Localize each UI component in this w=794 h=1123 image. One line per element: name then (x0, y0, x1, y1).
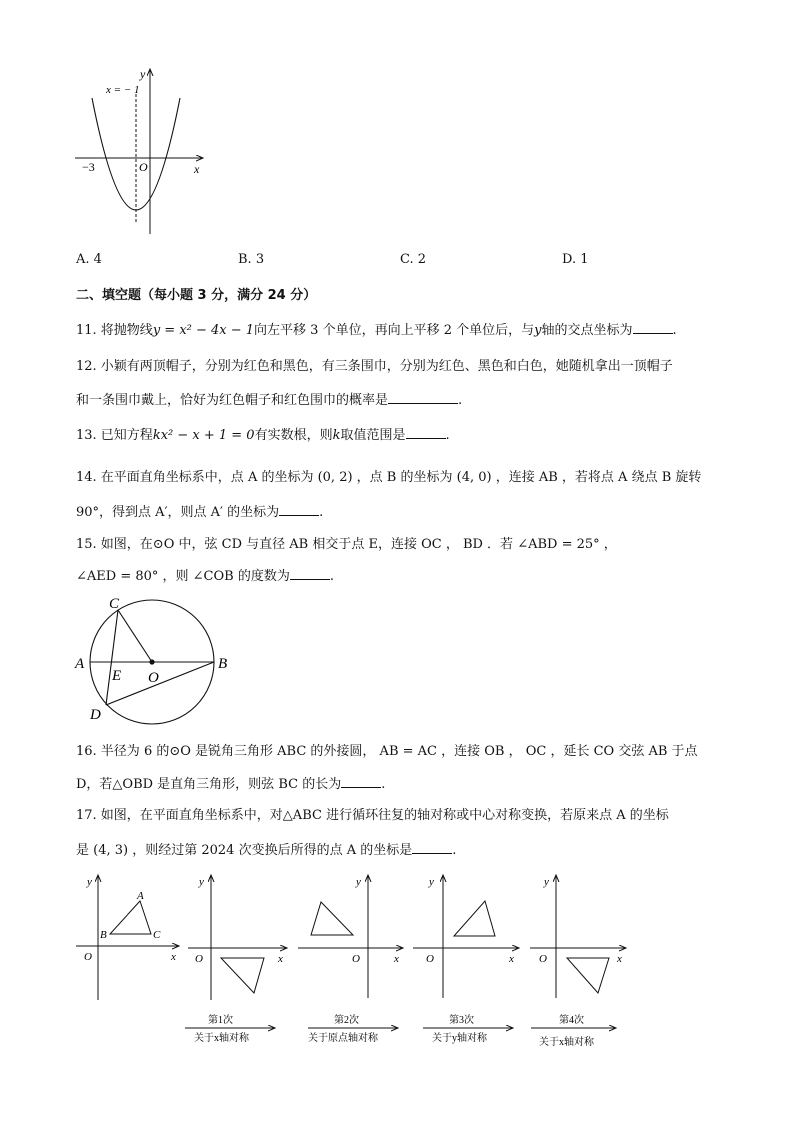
x-axis-label: x (509, 953, 514, 965)
question-15-line2: ∠AED = 80° ，则 ∠COB 的度数为 . (76, 569, 334, 584)
panel-step1 (188, 876, 286, 1000)
y-axis-label: y (544, 876, 549, 888)
vertex-b-label: B (100, 929, 107, 941)
step-2-label (308, 1013, 397, 1044)
answer-blank[interactable] (633, 321, 673, 334)
x-axis-label: x (394, 953, 399, 965)
triangle-step4 (567, 958, 609, 993)
origin-label: O (539, 953, 547, 965)
circle-figure (72, 590, 242, 730)
y-axis-label: y (87, 876, 92, 888)
segment-oc (118, 610, 152, 662)
origin-label: O (352, 953, 360, 965)
answer-blank[interactable] (388, 391, 458, 404)
segment-bd (106, 662, 214, 705)
panel-step4 (530, 876, 625, 998)
point-a-label: A (75, 656, 85, 672)
step-count: 第4次 (559, 1015, 584, 1026)
question-16-line2: D，若△OBD 是直角三角形，则弦 BC 的长为 . (76, 777, 386, 792)
step-count: 第2次 (334, 1015, 359, 1026)
answer-blank[interactable] (279, 503, 319, 516)
answer-blank[interactable] (290, 567, 330, 580)
question-14-line2: 90°，得到点 A′，则点 A′ 的坐标为 . (76, 505, 324, 520)
option-b: B. 3 (238, 252, 265, 267)
answer-blank[interactable] (412, 841, 452, 854)
origin-label: O (195, 953, 203, 965)
triangle-step3 (454, 901, 495, 936)
question-12-line2: 和一条围巾戴上，恰好为红色帽子和红色围巾的概率是 . (76, 393, 463, 408)
panel-step2 (298, 876, 402, 998)
step-4-label (531, 1013, 615, 1048)
question-15-line1: 15. 如图，在⊙O 中，弦 CD 与直径 AB 相交于点 E，连接 OC ， BD ．若 ∠ABD = 25° ， (76, 537, 617, 552)
step-desc: 关于原点轴对称 (308, 1033, 378, 1044)
step-desc: 关于x轴对称 (539, 1037, 594, 1048)
center-point (149, 659, 154, 664)
step-count: 第3次 (449, 1015, 474, 1026)
x-axis-label: x (617, 953, 622, 965)
step-1-label (185, 1013, 274, 1044)
option-a: A. 4 (76, 252, 102, 267)
parabola-figure (70, 62, 215, 242)
x-axis-label: x (194, 162, 200, 176)
point-o-label: O (148, 670, 159, 686)
step-desc: 关于y轴对称 (432, 1033, 487, 1044)
step-count: 第1次 (208, 1015, 233, 1026)
y-axis-label: y (199, 876, 204, 888)
chord-cd (106, 610, 118, 705)
point-b-label: B (218, 656, 228, 672)
section-title: 二、填空题（每小题 3 分，满分 24 分） (76, 288, 317, 303)
symmetry-axis-label: x = − 1 (106, 84, 140, 96)
option-d: D. 1 (562, 252, 589, 267)
triangle-abc (110, 901, 151, 934)
question-12-line1: 12. 小颖有两顶帽子，分别为红色和黑色，有三条围巾，分别为红色、黑色和白色，她随机拿出一顶帽子 (76, 359, 673, 374)
question-14-line1: 14. 在平面直角坐标系中，点 A 的坐标为 (0, 2) ，点 B 的坐标为 (4, 0) ，连接 AB ，若将点 A 绕点 B 旋转 (76, 470, 702, 485)
x-axis-label: x (278, 953, 283, 965)
origin-label: O (84, 951, 92, 963)
question-11: 11. 将抛物线y = x² − 4x − 1向左平移 3 个单位，再向上平移 2 个单位后，与y轴的交点坐标为 . (76, 323, 677, 338)
vertex-a-label: A (137, 890, 144, 902)
question-16-line1: 16. 半径为 6 的⊙O 是锐角三角形 ABC 的外接圆， AB = AC ，连接 OB ， OC ，延长 CO 交弦 AB 于点 (76, 744, 698, 759)
point-d-label: D (90, 707, 101, 723)
step-desc: 关于x轴对称 (194, 1033, 249, 1044)
question-13: 13. 已知方程kx² − x + 1 = 0有实数根，则k取值范围是 . (76, 428, 450, 443)
answer-blank[interactable] (341, 775, 381, 788)
transform-figure (68, 870, 638, 1055)
question-17-line2: 是 (4, 3) ，则经过第 2024 次变换后所得的点 A 的坐标是 . (76, 843, 457, 858)
tick-label-neg3: −3 (82, 160, 95, 174)
panel-step3 (413, 876, 518, 998)
origin-label: O (426, 953, 434, 965)
triangle-step1 (221, 958, 264, 993)
option-c: C. 2 (400, 252, 427, 267)
origin-label: O (139, 160, 148, 174)
y-axis-label: y (356, 876, 361, 888)
y-axis-label: y (429, 876, 434, 888)
answer-blank[interactable] (406, 426, 446, 439)
triangle-step2 (311, 902, 353, 935)
step-3-label (423, 1013, 512, 1044)
question-17-line1: 17. 如图，在平面直角坐标系中，对△ABC 进行循环往复的轴对称或中心对称变换，若原来点 A 的坐标 (76, 808, 669, 823)
point-c-label: C (109, 596, 120, 612)
x-axis-label: x (171, 951, 176, 963)
vertex-c-label: C (153, 929, 161, 941)
point-e-label: E (112, 668, 122, 684)
y-axis-label: y (140, 67, 146, 81)
panel-original (76, 876, 178, 1000)
